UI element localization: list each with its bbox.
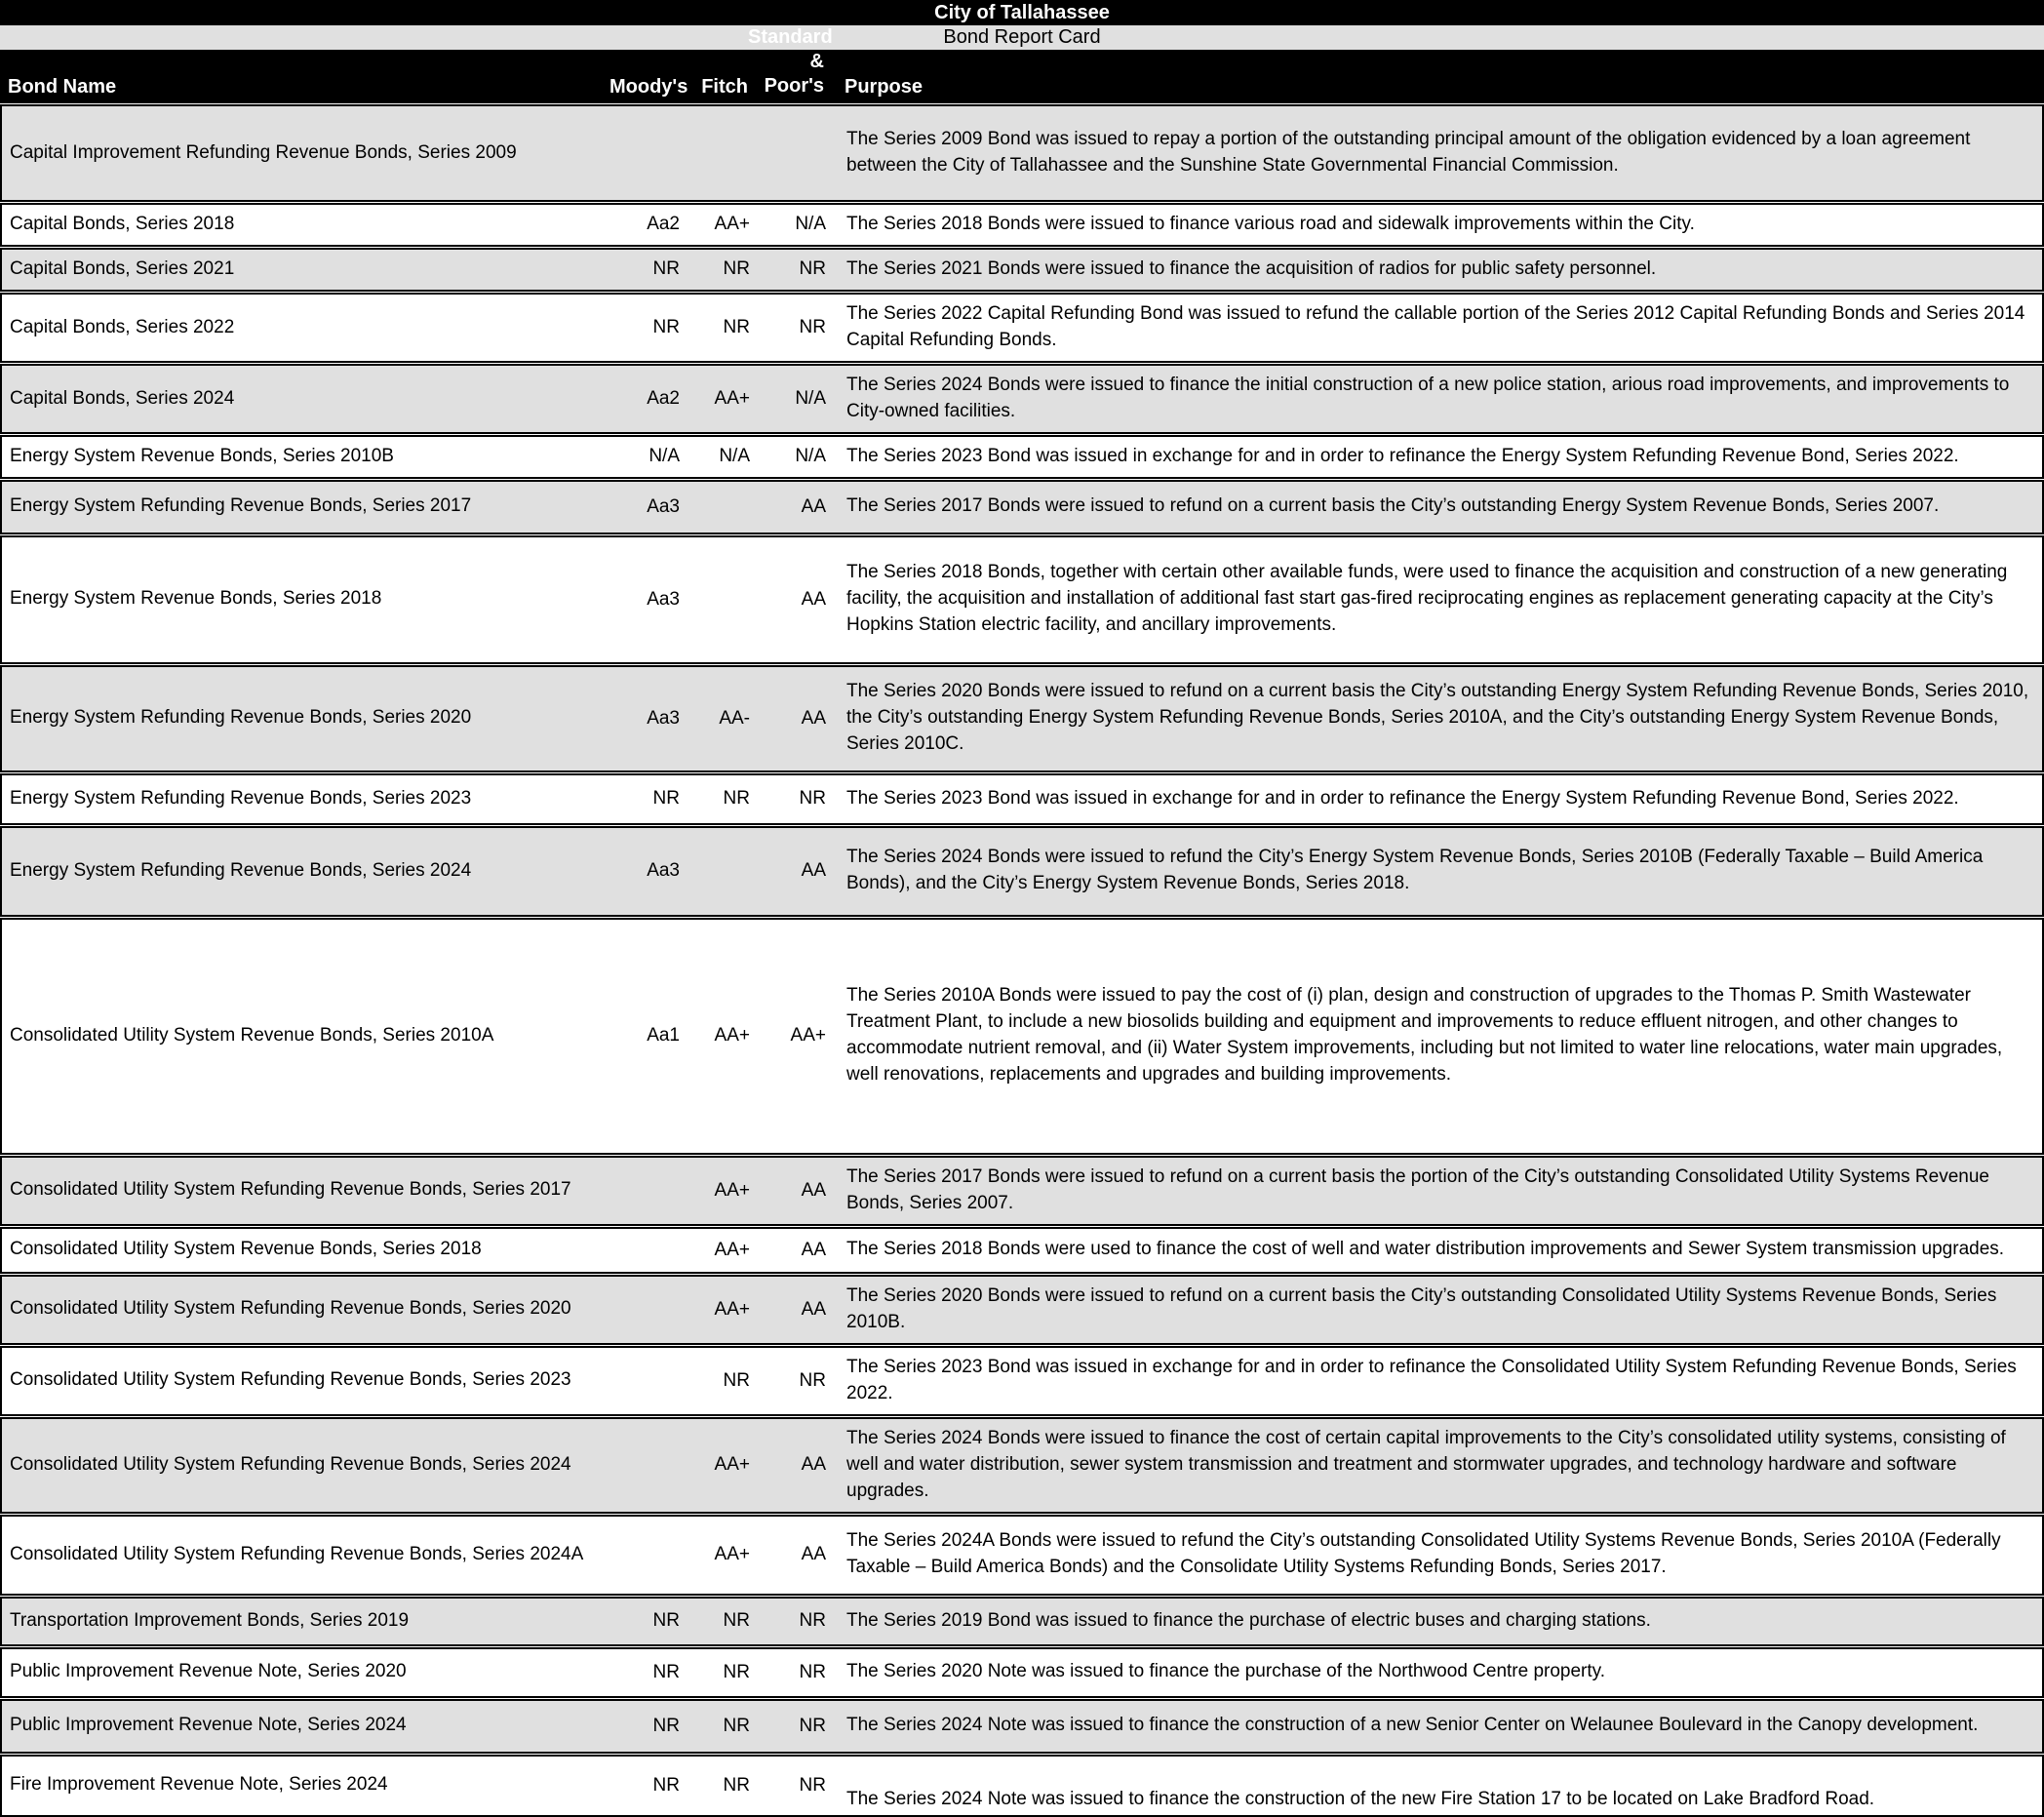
standard-and-poors-rating-cell: AA — [801, 495, 826, 517]
standard-and-poors-rating-cell: AA — [801, 1239, 826, 1260]
standard-and-poors-rating-cell: NR — [799, 1774, 826, 1796]
bond-name-cell: Energy System Revenue Bonds, Series 2018 — [10, 588, 382, 610]
standard-and-poors-rating-cell: N/A — [795, 214, 826, 235]
fitch-rating-cell: AA+ — [714, 1298, 750, 1320]
table-row — [0, 248, 2044, 292]
table-row — [0, 1156, 2044, 1226]
moodys-rating-cell: Aa2 — [647, 387, 680, 409]
moodys-rating-cell: Aa3 — [647, 588, 680, 610]
purpose-cell: The Series 2022 Capital Refunding Bond was issued to refund the callable portion of the Series 2012 Capital Refunding Bonds and Series 2014 Capital Refunding Bonds. — [846, 302, 2025, 350]
table-row — [0, 1346, 2044, 1416]
fitch-rating-cell: NR — [723, 316, 750, 337]
standard-and-poors-rating-cell: NR — [799, 1661, 826, 1682]
standard-and-poors-rating-cell: AA — [801, 1179, 826, 1201]
fitch-rating-cell: AA- — [719, 707, 750, 729]
standard-and-poors-rating-cell: N/A — [795, 446, 826, 467]
table-row — [0, 1417, 2044, 1514]
purpose-cell: The Series 2023 Bond was issued in exchange for and in order to refinance the Energy System Refunding Revenue Bond, Series 2022. — [846, 787, 1959, 809]
table-row — [0, 1597, 2044, 1646]
standard-and-poors-rating-cell: AA — [801, 860, 826, 882]
moodys-rating-cell: Aa3 — [647, 860, 680, 882]
fitch-rating-cell: NR — [723, 1610, 750, 1632]
standard-and-poors-rating-cell: AA+ — [790, 1025, 826, 1047]
standard-and-poors-rating-cell: NR — [799, 1369, 826, 1391]
purpose-cell: The Series 2010A Bonds were issued to pay the cost of (i) plan, design and construction of upgrades to the Thomas P. Smith Wastewater Treatment Plant, to include a new biosolids building and equipment and improvements to reduce effluent nitrogen, and other changes to accommodate nutrient removal, and (ii) Water System improvements, including but not limited to water line relocations, water main upgrades, well renovations, replacements and upgrades and building improvements. — [846, 985, 2003, 1086]
column-header-bond-name: Bond Name — [8, 76, 117, 98]
table-row — [0, 293, 2044, 363]
purpose-cell: The Series 2024 Bonds were issued to refund the City’s Energy System Revenue Bonds, Series 2010B (Federally Taxable – Build America Bonds), and the City’s Energy System Revenue Bonds, Series 2018. — [846, 847, 1984, 894]
purpose-cell: The Series 2023 Bond was issued in exchange for and in order to refinance the Consolidated Utility System Refunding Revenue Bonds, Series 2022. — [846, 1356, 2017, 1403]
table-row — [0, 773, 2044, 825]
standard-and-poors-rating-cell: NR — [799, 788, 826, 810]
table-row — [0, 1647, 2044, 1698]
sp-header-line2: & Poor's — [764, 51, 824, 97]
moodys-rating-cell: N/A — [649, 446, 680, 467]
fitch-rating-cell: NR — [723, 1715, 750, 1736]
column-header-moodys: Moody's — [609, 76, 688, 98]
fitch-rating-cell: AA+ — [714, 1179, 750, 1201]
fitch-rating-cell: AA+ — [714, 1454, 750, 1476]
table-body — [0, 104, 2044, 1817]
bond-name-cell: Energy System Refunding Revenue Bonds, Series 2020 — [10, 707, 472, 729]
table-row — [0, 826, 2044, 917]
standard-and-poors-rating-cell: AA — [801, 707, 826, 729]
bond-name-cell: Capital Bonds, Series 2022 — [10, 316, 235, 337]
bond-name-cell: Energy System Refunding Revenue Bonds, Series 2023 — [10, 787, 472, 809]
purpose-cell: The Series 2024 Bonds were issued to finance the cost of certain capital improvements to the City’s consolidated utility systems, consisting of well and water distribution, sewer system transmission and treatment and stormwater upgrades, and technology hardware and software upgrades. — [846, 1427, 2006, 1501]
moodys-rating-cell: Aa3 — [647, 707, 680, 729]
table-row — [0, 1515, 2044, 1596]
standard-and-poors-rating-cell: AA — [801, 588, 826, 610]
table-row — [0, 1699, 2044, 1754]
moodys-rating-cell: NR — [652, 1661, 680, 1682]
bond-name-cell: Capital Improvement Refunding Revenue Bonds, Series 2009 — [10, 141, 517, 163]
bond-name-cell: Consolidated Utility System Refunding Revenue Bonds, Series 2020 — [10, 1298, 571, 1320]
fitch-rating-cell: NR — [723, 258, 750, 280]
purpose-cell: The Series 2024A Bonds were issued to refund the City’s outstanding Consolidated Utility Systems Revenue Bonds, Series 2010A (Federally Taxable – Build America Bonds) and the Consolidate Utility Systems Refunding Bonds, Series 2017. — [846, 1530, 2001, 1578]
fitch-rating-cell: AA+ — [714, 1239, 750, 1260]
table-row — [0, 435, 2044, 479]
moodys-rating-cell: Aa3 — [647, 495, 680, 517]
purpose-cell: The Series 2018 Bonds were used to finance the cost of well and water distribution improvements and Sewer System transmission upgrades. — [846, 1239, 2005, 1260]
bond-name-cell: Transportation Improvement Bonds, Series 2019 — [10, 1609, 410, 1631]
purpose-cell: The Series 2023 Bond was issued in exchange for and in order to refinance the Energy System Refunding Revenue Bond, Series 2022. — [846, 445, 1959, 466]
table-row — [0, 1275, 2044, 1345]
column-header-standard-and-poors — [748, 25, 833, 99]
moodys-rating-cell: Aa1 — [647, 1025, 680, 1047]
sp-header-line1: Standard — [748, 26, 833, 48]
standard-and-poors-rating-cell: N/A — [795, 387, 826, 409]
bond-name-cell: Consolidated Utility System Refunding Revenue Bonds, Series 2024 — [10, 1453, 571, 1475]
table-row — [0, 535, 2044, 664]
moodys-rating-cell: NR — [652, 316, 680, 337]
fitch-rating-cell: AA+ — [714, 1544, 750, 1565]
table-row — [0, 918, 2044, 1155]
purpose-cell: The Series 2018 Bonds, together with certain other available funds, were used to finance the acquisition and construction of a new generating facility, the acquisition and installation of additional fast start gas-fired reciprocating engines as replacement generating capacity at the City’s Hopkins Station electric facility, and ancillary improvements. — [846, 562, 2008, 636]
standard-and-poors-rating-cell: NR — [799, 1715, 826, 1736]
standard-and-poors-rating-cell: AA — [801, 1454, 826, 1476]
bond-name-cell: Public Improvement Revenue Note, Series 2024 — [10, 1715, 407, 1736]
bond-name-cell: Energy System Revenue Bonds, Series 2010B — [10, 445, 394, 466]
purpose-cell: The Series 2020 Note was issued to finance the purchase of the Northwood Centre property. — [846, 1661, 1606, 1682]
purpose-cell: The Series 2020 Bonds were issued to refund on a current basis the City’s outstanding Energy System Refunding Revenue Bonds, Series 2010, the City’s outstanding Energy System Refunding Revenue Bonds, Series 2010A, and the City’s outstanding Energy System Revenue Bonds, Series 2010C. — [846, 681, 2029, 755]
column-header-fitch: Fitch — [701, 76, 748, 98]
purpose-cell: The Series 2017 Bonds were issued to refund on a current basis the portion of the City’s outstanding Consolidated Utility Systems Revenue Bonds, Series 2007. — [846, 1165, 1989, 1213]
purpose-cell: The Series 2021 Bonds were issued to finance the acquisition of radios for public safety personnel. — [846, 257, 1657, 279]
page-subtitle: Bond Report Card — [0, 25, 2044, 50]
standard-and-poors-rating-cell: NR — [799, 1610, 826, 1632]
fitch-rating-cell: NR — [723, 1661, 750, 1682]
table-row — [0, 665, 2044, 772]
table-row — [0, 1227, 2044, 1274]
column-header-purpose: Purpose — [845, 76, 924, 98]
fitch-rating-cell: AA+ — [714, 1025, 750, 1047]
moodys-rating-cell: Aa2 — [647, 214, 680, 235]
fitch-rating-cell: NR — [723, 788, 750, 810]
fitch-rating-cell: NR — [723, 1774, 750, 1796]
bond-name-cell: Consolidated Utility System Refunding Revenue Bonds, Series 2024A — [10, 1543, 584, 1564]
bond-name-cell: Consolidated Utility System Refunding Revenue Bonds, Series 2017 — [10, 1179, 571, 1201]
bond-name-cell: Consolidated Utility System Revenue Bonds, Series 2010A — [10, 1024, 494, 1046]
moodys-rating-cell: NR — [652, 1774, 680, 1796]
moodys-rating-cell: NR — [652, 788, 680, 810]
standard-and-poors-rating-cell: NR — [799, 316, 826, 337]
purpose-cell: The Series 2018 Bonds were issued to finance various road and sidewalk improvements within the City. — [846, 214, 1695, 234]
moodys-rating-cell: NR — [652, 258, 680, 280]
purpose-cell: The Series 2009 Bond was issued to repay a portion of the outstanding principal amount of the obligation evidenced by a loan agreement between the City of Tallahassee and the Sunshine State Governmental Financial Commission. — [846, 129, 1971, 176]
bond-name-cell: Capital Bonds, Series 2018 — [10, 214, 235, 235]
table-row — [0, 364, 2044, 434]
bond-name-cell: Consolidated Utility System Revenue Bonds, Series 2018 — [10, 1239, 482, 1260]
table-row — [0, 104, 2044, 202]
fitch-rating-cell: NR — [723, 1369, 750, 1391]
purpose-cell: The Series 2020 Bonds were issued to refund on a current basis the City’s outstanding Consolidated Utility Systems Revenue Bonds, Series 2010B. — [846, 1284, 1997, 1332]
purpose-cell: The Series 2024 Bonds were issued to finance the initial construction of a new police station, arious road improvements, and improvements to City-owned facilities. — [846, 374, 2010, 421]
fitch-rating-cell: AA+ — [714, 387, 750, 409]
fitch-rating-cell: N/A — [719, 446, 750, 467]
bond-name-cell: Energy System Refunding Revenue Bonds, Series 2017 — [10, 495, 472, 517]
purpose-cell: The Series 2024 Note was issued to finance the construction of the new Fire Station 17 to be located on Lake Bradford Road. — [846, 1788, 1875, 1809]
bond-name-cell: Capital Bonds, Series 2024 — [10, 387, 235, 409]
bond-name-cell: Fire Improvement Revenue Note, Series 2024 — [10, 1774, 388, 1796]
table-row — [0, 480, 2044, 534]
bond-name-cell: Public Improvement Revenue Note, Series 2020 — [10, 1661, 407, 1682]
purpose-cell: The Series 2017 Bonds were issued to refund on a current basis the City’s outstanding Energy System Revenue Bonds, Series 2007. — [846, 495, 1940, 517]
bond-name-cell: Energy System Refunding Revenue Bonds, Series 2024 — [10, 859, 472, 881]
moodys-rating-cell: NR — [652, 1715, 680, 1736]
bond-name-cell: Consolidated Utility System Refunding Revenue Bonds, Series 2023 — [10, 1369, 571, 1391]
standard-and-poors-rating-cell: AA — [801, 1298, 826, 1320]
purpose-cell: The Series 2019 Bond was issued to finance the purchase of electric buses and charging stations. — [846, 1609, 1651, 1631]
standard-and-poors-rating-cell: NR — [799, 258, 826, 280]
page-title: City of Tallahassee — [0, 0, 2044, 25]
standard-and-poors-rating-cell: AA — [801, 1544, 826, 1565]
purpose-cell: The Series 2024 Note was issued to finance the construction of a new Senior Center on Welaunee Boulevard in the Canopy development. — [846, 1715, 1979, 1736]
fitch-rating-cell: AA+ — [714, 214, 750, 235]
bond-name-cell: Capital Bonds, Series 2021 — [10, 258, 235, 280]
moodys-rating-cell: NR — [652, 1610, 680, 1632]
table-row — [0, 203, 2044, 247]
